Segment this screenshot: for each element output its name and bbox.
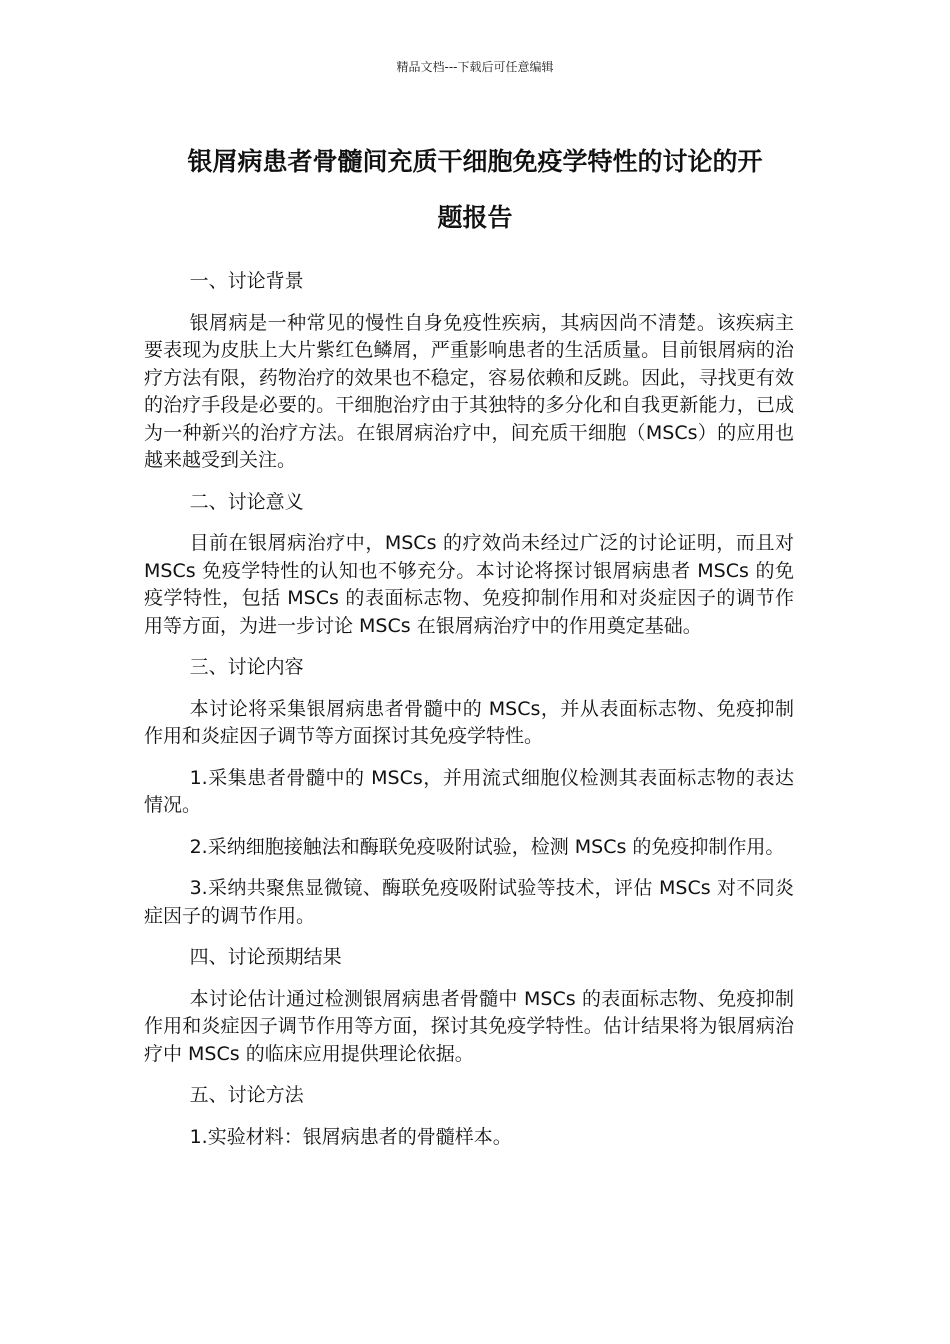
section-heading-content: 三、讨论内容 xyxy=(189,656,304,678)
content-item-3: 3.采纳共聚焦显微镜、酶联免疫吸附试验等技术，评估 MSCs 对不同炎症因子的调节作用。 xyxy=(144,877,794,927)
title-line-1: 银屑病患者骨髓间充质干细胞免疫学特性的讨论的开 xyxy=(187,147,763,176)
section-heading-methods: 五、讨论方法 xyxy=(189,1084,304,1106)
section-heading-significance: 二、讨论意义 xyxy=(189,490,304,513)
document-title xyxy=(140,134,810,246)
methods-item-1: 1.实验材料：银屑病患者的骨髓样本。 xyxy=(189,1125,512,1148)
title-line-2: 题报告 xyxy=(437,203,513,232)
paragraph-content: 本讨论将采集银屑病患者骨髓中的 MSCs，并从表面标志物、免疫抑制作用和炎症因子调节等方面探讨其免疫学特性。 xyxy=(144,697,794,747)
content-item-1: 1.采集患者骨髓中的 MSCs，并用流式细胞仪检测其表面标志物的表达情况。 xyxy=(144,766,794,816)
paragraph-significance: 目前在银屑病治疗中，MSCs 的疗效尚未经过广泛的讨论证明，而且对 MSCs 免疫学特性的认知也不够充分。本讨论将探讨银屑病患者 MSCs 的免疫学特性，包括 MSCs 的表面标志物、免疫抑制作用和对炎症因子的调节作用等方面，为进一步讨论 MSCs 在银屑病治疗中的作用奠定基础。 xyxy=(144,532,794,637)
header-note: 精品文档---下载后可任意编辑 xyxy=(396,60,554,74)
document-body xyxy=(144,268,794,1165)
content-item-2: 2.采纳细胞接触法和酶联免疫吸附试验，检测 MSCs 的免疫抑制作用。 xyxy=(189,835,785,858)
paragraph-background: 银屑病是一种常见的慢性自身免疫性疾病，其病因尚不清楚。该疾病主要表现为皮肤上大片紫红色鳞屑，严重影响患者的生活质量。目前银屑病的治疗方法有限，药物治疗的效果也不稳定，容易依赖和反跳。因此，寻找更有效的治疗手段是必要的。干细胞治疗由于其独特的多分化和自我更新能力，已成为一种新兴的治疗方法。在银屑病治疗中，间充质干细胞（MSCs）的应用也越来越受到关注。 xyxy=(144,311,794,471)
paragraph-expected-results: 本讨论估计通过检测银屑病患者骨髓中 MSCs 的表面标志物、免疫抑制作用和炎症因子调节作用等方面，探讨其免疫学特性。估计结果将为银屑病治疗中 MSCs 的临床应用提供理论依据。 xyxy=(144,987,794,1065)
section-heading-expected-results: 四、讨论预期结果 xyxy=(189,946,342,968)
section-heading-background: 一、讨论背景 xyxy=(189,270,304,292)
